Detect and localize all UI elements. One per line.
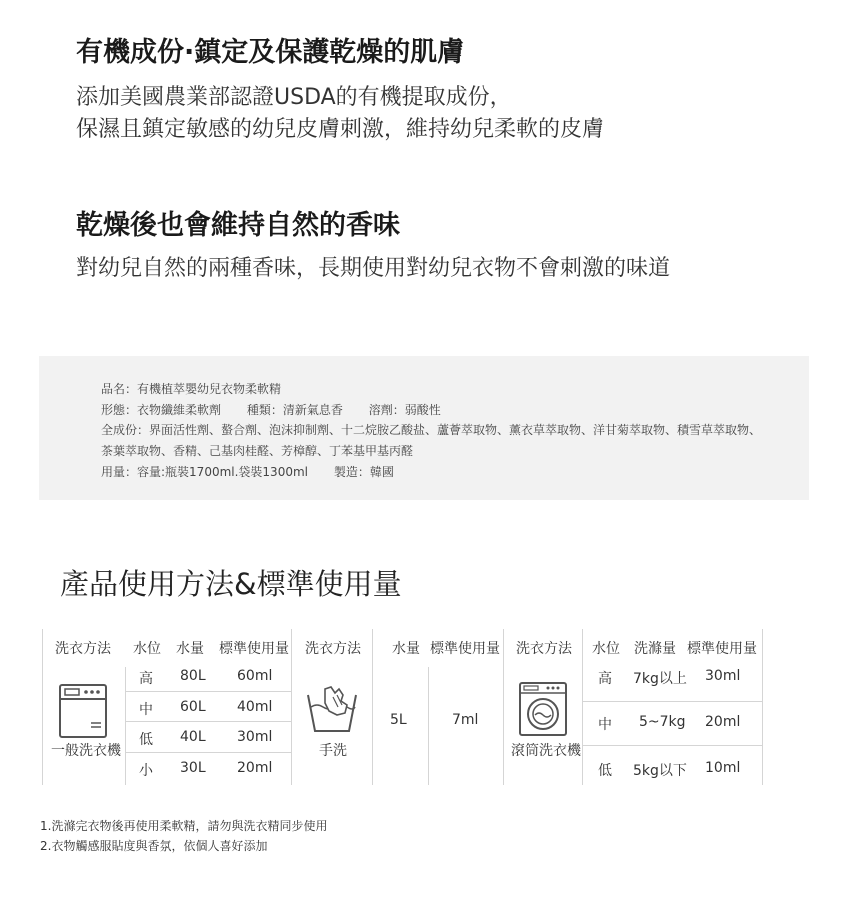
section1-title: 有機成份·鎮定及保護乾燥的肌膚 bbox=[76, 37, 465, 68]
general-water-0: 80L bbox=[180, 668, 206, 684]
note-1: 1.洗滌完衣物後再使用柔軟精，請勿與洗衣精同步使用 bbox=[40, 819, 328, 833]
spec-solvent: 溶劑：弱酸性 bbox=[368, 403, 441, 417]
grid-hline bbox=[125, 721, 291, 722]
header-amount-general: 標準使用量 bbox=[219, 641, 289, 657]
drum-load-1: 5~7kg bbox=[639, 714, 686, 730]
section2-title: 乾燥後也會維持自然的香味 bbox=[76, 210, 400, 241]
general-level-3: 小 bbox=[139, 763, 153, 779]
drum-washer-icon bbox=[518, 681, 568, 737]
general-level-2: 低 bbox=[139, 732, 153, 748]
general-water-2: 40L bbox=[180, 729, 206, 745]
general-amount-1: 40ml bbox=[237, 699, 273, 715]
product-spec-box bbox=[39, 356, 809, 500]
label-drum-washer: 滾筒洗衣機 bbox=[511, 743, 581, 759]
header-method-general: 洗衣方法 bbox=[55, 641, 111, 657]
label-general-washer: 一般洗衣機 bbox=[51, 743, 121, 759]
spec-origin: 製造：韓國 bbox=[333, 465, 394, 479]
spec-ingredients-2: 茶葉萃取物、香精、己基肉桂醛、芳樟醇、丁苯基甲基丙醛 bbox=[101, 444, 414, 458]
grid-vline bbox=[582, 629, 583, 785]
drum-amount-1: 20ml bbox=[705, 714, 741, 730]
drum-amount-0: 30ml bbox=[705, 668, 741, 684]
drum-level-2: 低 bbox=[598, 763, 612, 779]
washing-machine-icon bbox=[58, 683, 108, 739]
grid-vline bbox=[762, 629, 763, 785]
header-water-general: 水量 bbox=[176, 641, 204, 657]
hand-wash-icon bbox=[305, 685, 359, 735]
drum-level-0: 高 bbox=[598, 671, 612, 687]
header-level-drum: 水位 bbox=[592, 641, 620, 657]
header-amount-hand: 標準使用量 bbox=[430, 641, 500, 657]
grid-hline bbox=[582, 701, 762, 702]
grid-hline bbox=[125, 691, 291, 692]
grid-vline bbox=[372, 629, 373, 785]
spec-form-row bbox=[101, 401, 441, 418]
header-level-general: 水位 bbox=[133, 641, 161, 657]
spec-type: 種類：清新氣息香 bbox=[246, 403, 343, 417]
usage-table bbox=[42, 629, 764, 785]
label-hand-wash: 手洗 bbox=[319, 743, 347, 759]
general-amount-2: 30ml bbox=[237, 729, 273, 745]
general-level-0: 高 bbox=[139, 671, 153, 687]
grid-vline bbox=[291, 629, 292, 785]
drum-load-0: 7kg以上 bbox=[633, 671, 687, 687]
section2-line1: 對幼兒自然的兩種香味，長期使用對幼兒衣物不會刺激的味道 bbox=[76, 256, 671, 281]
header-water-hand: 水量 bbox=[392, 641, 420, 657]
drum-load-2: 5kg以下 bbox=[633, 763, 687, 779]
note-2: 2.衣物觸感服貼度與香氛，依個人喜好添加 bbox=[40, 839, 268, 853]
general-amount-0: 60ml bbox=[237, 668, 273, 684]
general-water-1: 60L bbox=[180, 699, 206, 715]
grid-vline bbox=[125, 667, 126, 785]
general-amount-3: 20ml bbox=[237, 760, 273, 776]
spec-ingredients-1: 全成份：界面活性劑、螯合劑、泡沫抑制劑、十二烷胺乙酸盐、蘆薈萃取物、薰衣草萃取物、洋甘菊萃取物、積雪草萃取物、 bbox=[101, 423, 762, 437]
grid-vline bbox=[503, 629, 504, 785]
header-method-hand: 洗衣方法 bbox=[305, 641, 361, 657]
spec-volume-row bbox=[101, 463, 394, 480]
header-amount-drum: 標準使用量 bbox=[687, 641, 757, 657]
grid-vline bbox=[428, 667, 429, 785]
header-method-drum: 洗衣方法 bbox=[516, 641, 572, 657]
spec-volume: 用量：容量:瓶裝1700ml.袋裝1300ml bbox=[101, 465, 308, 479]
hand-water: 5L bbox=[390, 712, 407, 728]
general-water-3: 30L bbox=[180, 760, 206, 776]
general-level-1: 中 bbox=[139, 702, 153, 718]
drum-amount-2: 10ml bbox=[705, 760, 741, 776]
spec-form: 形態：衣物纖維柔軟劑 bbox=[101, 403, 222, 417]
drum-level-1: 中 bbox=[598, 717, 612, 733]
hand-amount: 7ml bbox=[452, 712, 479, 728]
section1-line2: 保濕且鎮定敏感的幼兒皮膚刺激，維持幼兒柔軟的皮膚 bbox=[76, 117, 605, 142]
section1-line1: 添加美國農業部認證USDA的有機提取成份， bbox=[76, 85, 512, 110]
grid-hline bbox=[125, 752, 291, 753]
grid-hline bbox=[582, 745, 762, 746]
grid-vline bbox=[42, 629, 43, 785]
header-load-drum: 洗滌量 bbox=[634, 641, 676, 657]
spec-name: 品名：有機植萃嬰幼兒衣物柔軟精 bbox=[101, 382, 282, 396]
usage-title: 產品使用方法&標準使用量 bbox=[60, 567, 402, 601]
